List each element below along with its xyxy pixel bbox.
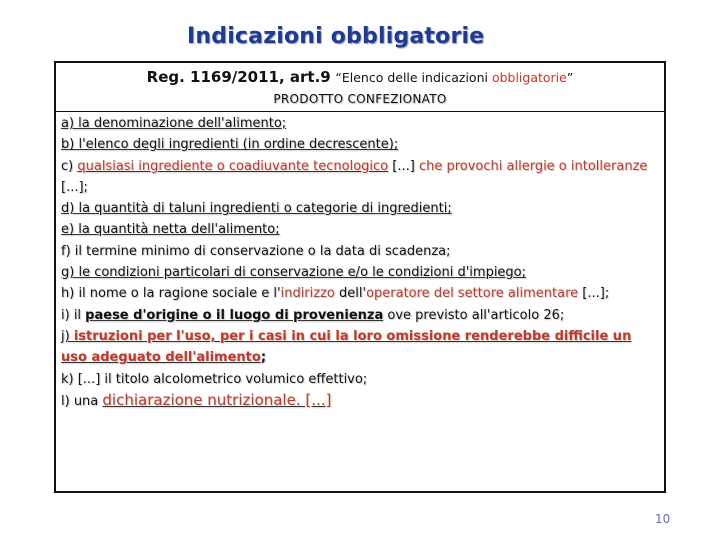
list-item-i	[61, 305, 658, 326]
item-b-text: b) l'elenco degli ingredienti (in ordine decrescente);	[61, 137, 399, 153]
product-type-label: PRODOTTO CONFEZIONATO	[273, 92, 447, 106]
item-c-end: [...];	[61, 179, 88, 195]
list-item-h	[61, 283, 658, 304]
item-a-end: ;	[281, 116, 287, 131]
item-a-keyword: alimento	[224, 116, 282, 131]
list-item-l	[61, 390, 658, 412]
item-l-text: l) una	[61, 393, 103, 409]
list-item-k	[61, 369, 658, 390]
list-item-d	[61, 198, 658, 219]
item-j-end: ;	[260, 350, 267, 366]
list-item-a	[61, 113, 658, 134]
content-box	[54, 61, 666, 493]
item-h-text: h) il nome o la ragione sociale e l'	[61, 286, 281, 302]
item-a-text: a) la denominazione dell'	[61, 116, 225, 131]
list-item-c	[61, 156, 658, 199]
item-c-label: c)	[61, 158, 78, 174]
item-h-end: [...];	[578, 286, 610, 302]
slide-title: Indicazioni obbligatorie	[187, 24, 485, 49]
item-h-highlight-1: indirizzo	[280, 286, 335, 302]
box-header	[56, 63, 664, 112]
item-j-highlight: istruzioni per l'uso, per i casi in cui la loro omissione renderebbe difficile un uso adeguato dell'alimento	[61, 328, 632, 366]
item-d-text: d) la quantità di taluni ingredienti o categorie di ingredienti;	[61, 201, 452, 217]
regulation-reference: Reg. 1169/2011, art.9	[146, 68, 331, 86]
item-l-highlight: dichiarazione nutrizionale. [...]	[102, 390, 332, 409]
list-title-highlight: obbligatorie	[491, 70, 567, 85]
item-k-text: k) [...] il titolo alcolometrico volumico effettivo;	[61, 371, 368, 387]
item-i-highlight: paese d'origine o il luogo di provenienza	[85, 307, 384, 323]
list-item-f	[61, 241, 658, 262]
item-f-text: f) il termine minimo di conservazione o la data di scadenza;	[61, 243, 451, 259]
item-h-connector: dell'	[334, 286, 367, 302]
item-c-highlight-2: che provochi allergie o intolleranze	[418, 158, 648, 174]
indications-list	[56, 112, 664, 412]
page-number: 10	[655, 512, 671, 526]
list-title-close: ”	[566, 70, 574, 85]
regulation-line	[56, 68, 664, 86]
list-item-j	[61, 326, 658, 369]
item-j-label: j)	[61, 328, 74, 344]
item-h-highlight-2: operatore del settore alimentare	[366, 286, 579, 302]
list-item-e	[61, 219, 658, 240]
item-i-end: ove previsto all'articolo 26;	[383, 307, 565, 323]
item-e-text: e) la quantità netta dell'alimento;	[61, 222, 280, 238]
item-i-text: i) il	[61, 307, 86, 323]
item-c-ellipsis: [...]	[388, 158, 419, 174]
item-g-text: g) le condizioni particolari di conservazione e/o le condizioni d'impiego;	[61, 265, 527, 281]
list-item-b	[61, 134, 658, 155]
list-title-open: “Elenco delle indicazioni	[335, 70, 492, 85]
list-item-g	[61, 262, 658, 283]
item-c-highlight-1: qualsiasi ingrediente o coadiuvante tecnologico	[77, 158, 389, 174]
